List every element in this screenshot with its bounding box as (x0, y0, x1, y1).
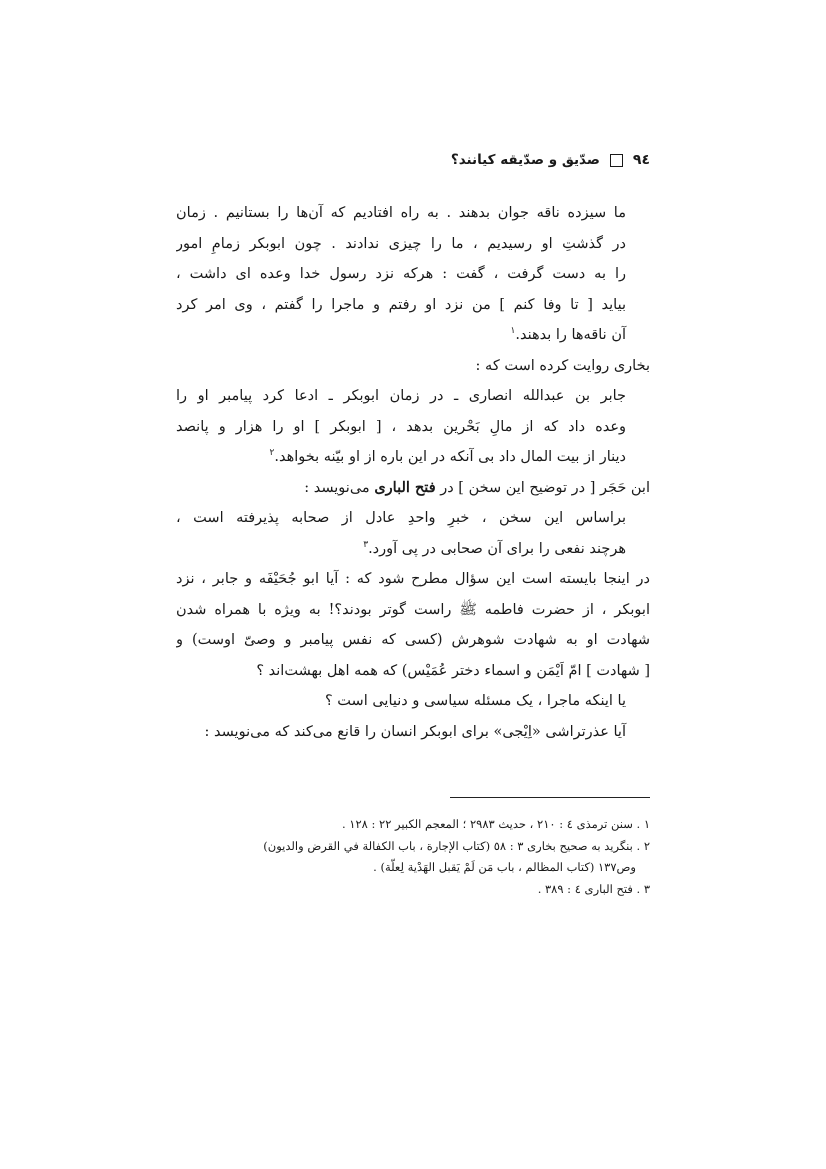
paragraph-line: شهادت او به شهادت شوهرش (کسی که نفس پیامبر و وصیّ اوست) و (176, 632, 650, 648)
quote-line: دینار از بیت المال داد بی آنکه در این باره از او بیّنه بخواهد.$^٢$ (269, 448, 626, 465)
footnote-separator (450, 797, 650, 798)
quote-line: وعده داد که از مالِ بَحْرین بدهد ، [ ابوبکر ] او را هزار و پانصد (176, 418, 626, 435)
footnote-ref: ٣ (363, 539, 369, 550)
paragraph-line: ابوبکر ، از حضرت فاطمه ﷺ راست گوتر بودند؟! به ویژه با همراه شدن (176, 601, 650, 618)
quote-line: در گذشتِ او رسیدیم ، ما را چیزی ندادند . چون ابوبکر زمامِ امور (176, 235, 626, 252)
paragraph-line: یا اینکه ماجرا ، یک مسئله سیاسی و دنیایی است ؟ (325, 693, 626, 709)
quote-line: جابر بن عبدالله انصاری ـ در زمان ابوبکر ـ ادعا کرد پیامبر او را (176, 388, 626, 404)
quote-line: هرچند نفعی را برای آن صحابی در پی آورد.$^٣$ (363, 539, 626, 557)
book-title: فتح الباری (374, 478, 436, 496)
body-text (176, 198, 650, 747)
paragraph-line: ابن حَجَر [ در توضیح این سخن ] در فتح الباری می‌نویسد : (304, 478, 650, 496)
header-title: صدّیق و صدّیقه کیانند؟ (450, 152, 600, 168)
square-bullet-icon (610, 154, 623, 167)
paragraph-line: آیا عذرتراشی «اِیْجی» برای ابوبکر انسان را قانع می‌کند که می‌نویسد : (204, 723, 626, 740)
footnote-ref: ٢ (269, 448, 275, 459)
page-number: ٩٤ (632, 152, 650, 168)
footnotes (176, 814, 650, 900)
running-header (176, 148, 650, 172)
footnote-2-continued: وص١٣٧ (کتاب المظالم ، باب مَن لَمْ یَقبل الهَدْیة لِعلّة) . (373, 860, 636, 874)
quote-line: ما سیزده ناقه جوان بدهند . به راه افتادیم که آن‌ها را بستانیم . زمان (176, 205, 626, 221)
paragraph-line: در اینجا بایسته است این سؤال مطرح شود که : آیا ابو جُحَیْفَه و جابر ، نزد (176, 571, 650, 587)
quote-line: بیاید [ تا وفا کنم ] من نزد او رفتم و ماجرا را گفتم ، وی امر کرد (176, 296, 626, 313)
footnote-1: ١ . سنن ترمذی ٤ : ٢١٠ ، حدیث ٢٩٨٣ ؛ المعجم الکبیر ٢٢ : ١٢٨ . (341, 817, 650, 831)
footnote-ref: ١ (510, 326, 516, 337)
footnote-3: ٣ . فتح الباری ٤ : ٣٨٩ . (537, 881, 650, 896)
quote-line: آن ناقه‌ها را بدهند.$^١$ (510, 326, 626, 343)
paragraph-line: [ شهادت ] امّ اَیْمَن و اسماء دختر عُمَیْس) که همه اهل بهشت‌اند ؟ (256, 662, 650, 679)
paragraph-line: بخاری روایت کرده است که : (475, 357, 650, 374)
quote-line: را به دست گرفت ، گفت : هرکه نزد رسول خدا وعده ای داشت ، (176, 266, 626, 282)
footnote-2: ٢ . بنگرید به صحیح بخاری ٣ : ٥٨ (کتاب الإجارة ، باب الکفالة في القرض والدیون) (263, 838, 650, 853)
quote-line: براساس این سخن ، خبرِ واحدِ عادل از صحابه پذیرفته است ، (176, 510, 626, 526)
